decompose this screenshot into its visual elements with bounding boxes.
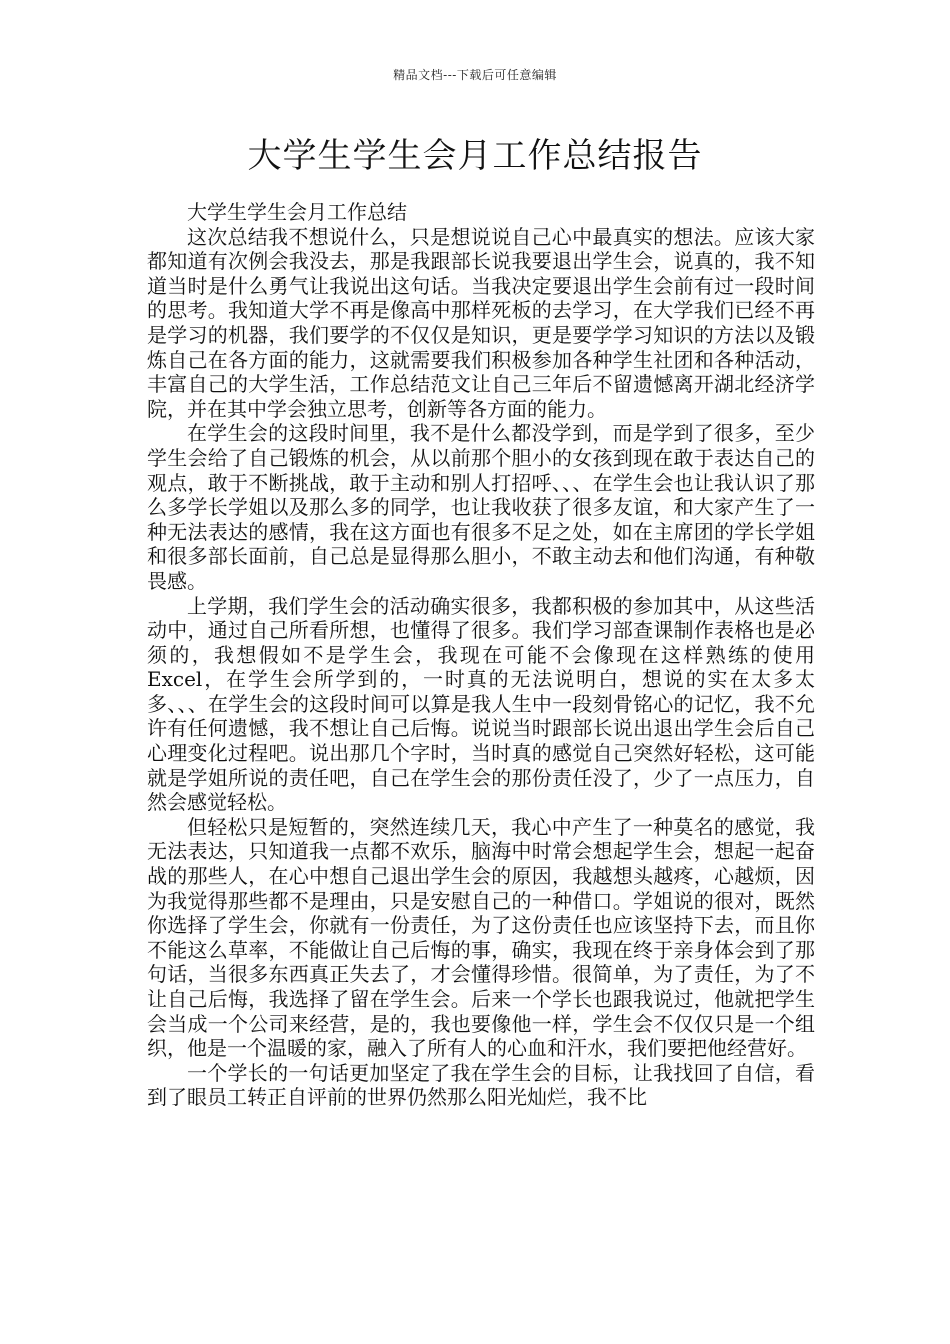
body-paragraph: 这次总结我不想说什么，只是想说说自己心中最真实的想法。应该大家都知道有次例会我没去，那是我跟部长说我要退出学生会，说真的，我不知道当时是什么勇气让我说出这句话。当我决定要退出学生会前有过一段时间的思考。我知道大学不再是像高中那样死板的去学习，在大学我们已经不再是学习的机器，我们要学的不仅仅是知识，更是要学学习知识的方法以及锻炼自己在各方面的能力，这就需要我们积极参加各种学生社团和各种活动，丰富自己的大学生活，工作总结范文让自己三年后不留遗憾离开湖北经济学院，并在其中学会独立思考，创新等各方面的能力。 [147,224,815,421]
document-body [147,200,815,1110]
body-paragraph: 上学期，我们学生会的活动确实很多，我都积极的参加其中，从这些活动中，通过自己所看所想，也懂得了很多。我们学习部查课制作表格也是必须的，我想假如不是学生会，我现在可能不会像现在这样熟练的使用Excel，在学生会所学到的，一时真的无法说明白，想说的实在太多太多、、、在学生会的这段时间可以算是我人生中一段刻骨铭心的记忆，我不允许有任何遗憾，我不想让自己后悔。说说当时跟部长说出退出学生会后自己心理变化过程吧。说出那几个字时，当时真的感觉自己突然好轻松，这可能就是学姐所说的责任吧，自己在学生会的那份责任没了，少了一点压力，自然会感觉轻松。 [147,593,815,815]
body-paragraph: 但轻松只是短暂的，突然连续几天，我心中产生了一种莫名的感觉，我无法表达，只知道我一点都不欢乐，脑海中时常会想起学生会，想起一起奋战的那些人，在心中想自己退出学生会的原因，我越想头越疼，心越烦，因为我觉得那些都不是理由，只是安慰自己的一种借口。学姐说的很对，既然你选择了学生会，你就有一份责任，为了这份责任也应该坚持下去，而且你不能这么草率，不能做让自己后悔的事，确实，我现在终于亲身体会到了那句话，当很多东西真正失去了，才会懂得珍惜。很简单，为了责任，为了不让自己后悔，我选择了留在学生会。后来一个学长也跟我说过，他就把学生会当成一个公司来经营，是的，我也要像他一样，学生会不仅仅只是一个组织，他是一个温暖的家，融入了所有人的心血和汗水，我们要把他经营好。 [147,814,815,1061]
body-paragraph: 一个学长的一句话更加坚定了我在学生会的目标，让我找回了自信，看到了眼员工转正自评前的世界仍然那么阳光灿烂，我不比 [147,1060,815,1110]
document-title: 大学生学生会月工作总结报告 [247,136,703,176]
header-note: 精品文档---下载后可任意编辑 [393,68,557,82]
body-paragraph: 在学生会的这段时间里，我不是什么都没学到，而是学到了很多，至少学生会给了自己锻炼的机会，从以前那个胆小的女孩到现在敢于表达自己的观点，敢于不断挑战，敢于主动和别人打招呼、、、在学生会也让我认识了那么多学长学姐以及那么多的同学，也让我收获了很多友谊，和大家产生了一种无法表达的感情，我在这方面也有很多不足之处，如在主席团的学长学姐和很多部长面前，自己总是显得那么胆小，不敢主动去和他们沟通，有种敬畏感。 [147,421,815,593]
body-paragraph: 大学生学生会月工作总结 [187,200,407,224]
